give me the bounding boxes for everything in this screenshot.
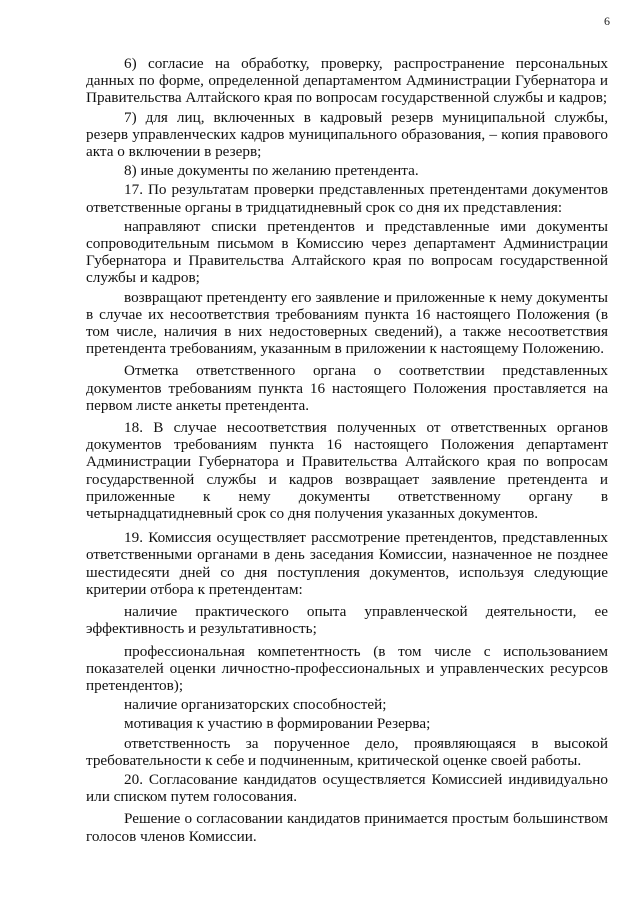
paragraph-clause-17-send: направляют списки претендентов и представленные ими документы сопроводительным письмом в Комиссию через департамент Администрации Губернатора и Правительства Алтайского края по вопросам государственной службы и кадров; <box>86 217 608 287</box>
paragraph-clause-19: 19. Комиссия осуществляет рассмотрение претендентов, представленных ответственными органами в день заседания Комиссии, назначенное не позднее шестидесяти дней со дня поступления документов, используя следующие критерии отбора к претендентам: <box>86 529 608 598</box>
paragraph-clause-20: 20. Согласование кандидатов осуществляется Комиссией индивидуально или списком путем голосования. <box>86 770 608 806</box>
paragraph-criterion-organization: наличие организаторских способностей; <box>124 696 387 714</box>
paragraph-item-7: 7) для лиц, включенных в кадровый резерв муниципальной службы, резерв управленческих кадров муниципального образования, – копия правового акта о включении в резерв; <box>86 108 608 161</box>
document-body <box>86 55 608 845</box>
paragraph-item-8: 8) иные документы по желанию претендента. <box>124 162 419 180</box>
page-number: 6 <box>604 14 610 28</box>
paragraph-criterion-motivation: мотивация к участию в формировании Резерва; <box>124 715 431 733</box>
paragraph-criterion-responsibility: ответственность за порученное дело, проявляющаяся в высокой требовательности к себе и подчиненным, критической оценке своей работы. <box>86 734 608 769</box>
paragraph-item-6: 6) согласие на обработку, проверку, распространение персональных данных по форме, определенной департаментом Администрации Губернатора и Правительства Алтайского края по вопросам государственной службы и кадров; <box>86 55 608 107</box>
paragraph-clause-20-decision: Решение о согласовании кандидатов принимается простым большинством голосов членов Комиссии. <box>86 810 608 845</box>
paragraph-clause-17-return: возвращают претенденту его заявление и приложенные к нему документы в случае их несоответствия требованиям пункта 16 настоящего Положения (в том числе, наличия в них недостоверных сведений), а также несоответствия претендента требованиям, указанным в приложении к настоящему Положению. <box>86 288 608 358</box>
paragraph-clause-17-mark: Отметка ответственного органа о соответствии представленных документов требованиям пункта 16 настоящего Положения проставляется на первом листе анкеты претендента. <box>86 362 608 414</box>
paragraph-clause-17: 17. По результатам проверки представленных претендентами документов ответственные органы в тридцатидневный срок со дня их представления: <box>86 181 608 216</box>
paragraph-clause-18: 18. В случае несоответствия полученных от ответственных органов документов требованиям пункта 16 настоящего Положения департамент Администрации Губернатора и Правительства Алтайского края по вопросам государственной службы и кадров возвращает заявление претендента и приложенные к нему документы ответственному органу в четырнадцатидневный срок со дня получения указанных документов. <box>86 419 608 523</box>
paragraph-criterion-competence: профессиональная компетентность (в том числе с использованием показателей оценки личностно-профессиональных и управленческих ресурсов претендентов); <box>86 642 608 694</box>
paragraph-criterion-experience: наличие практического опыта управленческой деятельности, ее эффективность и результативность; <box>86 603 608 638</box>
